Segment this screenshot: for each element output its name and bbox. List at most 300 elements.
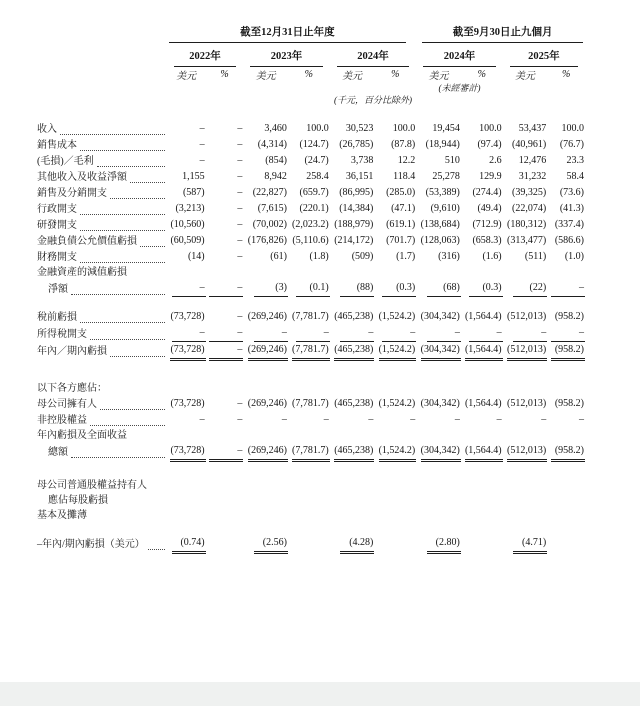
row-label: 銷售成本 (37, 140, 77, 151)
row-label-cell (37, 493, 167, 508)
value-cell (461, 297, 503, 325)
value: – (382, 325, 416, 342)
value: (304,342) (421, 342, 461, 359)
value: 100.0 (392, 123, 416, 134)
value-cell (547, 169, 585, 185)
value: (22,827) (252, 187, 287, 198)
value-cell (330, 233, 375, 249)
loss-for-the-year-period-row (37, 342, 585, 359)
value: (22,074) (512, 203, 547, 214)
fv-loss-financial-liabilities-row (37, 233, 585, 249)
value: (316) (438, 251, 460, 262)
empty-cell (167, 508, 585, 523)
value: (1.6) (482, 251, 502, 262)
value: (40,961) (512, 139, 547, 150)
value: 100.0 (561, 123, 584, 134)
value-cell (167, 325, 206, 342)
row-label-cell (37, 153, 167, 169)
value: – (237, 311, 243, 322)
dot-leader (71, 457, 165, 458)
row-label-cell (37, 106, 167, 137)
selling-distribution-expenses-row (37, 185, 585, 201)
value: – (427, 325, 461, 342)
value-cell (206, 523, 244, 552)
value-cell (288, 217, 330, 233)
value: – (410, 414, 416, 425)
value-cell (206, 185, 244, 201)
value-cell (243, 396, 288, 412)
value: (337.4) (554, 219, 584, 230)
row-label: 研發開支 (37, 220, 77, 231)
value-cell (547, 249, 585, 265)
income-statement-table-root (0, 24, 640, 552)
value-cell (243, 523, 288, 552)
value-cell (288, 297, 330, 325)
value-cell (547, 233, 585, 249)
value-cell (206, 169, 244, 185)
value: (958.2) (554, 398, 584, 409)
value-cell (288, 137, 330, 153)
empty-cell (167, 460, 585, 493)
owners-of-parent-row (37, 396, 585, 412)
value: (285.0) (386, 187, 416, 198)
value-cell (461, 523, 503, 552)
value-cell (416, 185, 461, 201)
value-cell (243, 443, 288, 460)
value: – (296, 325, 330, 342)
value-cell (416, 443, 461, 460)
value: 8,942 (264, 171, 287, 182)
dot-leader (130, 182, 165, 183)
loss-before-tax-row (37, 297, 585, 325)
value-cell (330, 297, 375, 325)
value-cell (547, 280, 585, 297)
value: 53,437 (518, 123, 547, 134)
value: – (209, 342, 243, 359)
value: (0.3) (382, 280, 416, 297)
usd-column-header: 美元 (176, 71, 197, 82)
value: (10,560) (170, 219, 205, 230)
value-cell (374, 233, 416, 249)
value-cell (461, 342, 503, 359)
value: (1,564.4) (465, 342, 503, 359)
value: 31,232 (518, 171, 547, 182)
dot-leader (80, 262, 165, 263)
value: (7,781.7) (292, 342, 330, 359)
value-cell (416, 280, 461, 297)
value: (511) (524, 251, 547, 262)
total-comprehensive-amount-row (37, 443, 585, 460)
value-cell (416, 233, 461, 249)
value-cell (167, 185, 206, 201)
value-cell (206, 325, 244, 342)
dot-leader (110, 356, 165, 357)
total-comprehensive-heading-row (37, 428, 585, 443)
row-label: –年內/期內虧損（美元） (37, 539, 145, 550)
value: – (323, 414, 329, 425)
value: (18,944) (425, 139, 460, 150)
value: (7,781.7) (292, 443, 330, 460)
value-cell (547, 325, 585, 342)
units-note: (千元，百分比除外) (333, 95, 412, 105)
revenue-row (37, 106, 585, 137)
usd-column-header: 美元 (255, 71, 276, 82)
value-cell (167, 412, 206, 428)
value: – (513, 325, 547, 342)
usd-column-header: 美元 (514, 71, 535, 82)
value-cell (547, 153, 585, 169)
value-cell (288, 153, 330, 169)
value-cell (167, 396, 206, 412)
value: – (172, 280, 206, 297)
year-label: 2022年 (174, 43, 237, 67)
value-cell (461, 233, 503, 249)
value: (512,013) (507, 398, 547, 409)
value: (86,995) (339, 187, 374, 198)
value: (14,384) (339, 203, 374, 214)
row-label: 基本及攤薄 (37, 510, 87, 521)
finance-costs-row (37, 249, 585, 265)
value: (3,213) (175, 203, 205, 214)
row-label-cell (37, 460, 167, 493)
row-label: 財務開支 (37, 252, 77, 263)
value-cell (461, 169, 503, 185)
row-label-cell (37, 396, 167, 412)
value: (188,979) (334, 219, 374, 230)
value: (76.7) (559, 139, 584, 150)
value: – (209, 443, 243, 460)
value-cell (167, 443, 206, 460)
value-cell (374, 443, 416, 460)
value: – (237, 414, 243, 425)
value: (49.4) (477, 203, 502, 214)
value-cell (288, 280, 330, 297)
value-cell (416, 412, 461, 428)
row-label: 年內虧損及全面收益 (37, 430, 127, 441)
row-label: 以下各方應佔： (37, 383, 107, 394)
value-cell (330, 201, 375, 217)
value-cell (547, 523, 585, 552)
basic-and-diluted-heading-row (37, 508, 585, 523)
value-cell (288, 185, 330, 201)
value-cell (243, 201, 288, 217)
value-cell (416, 523, 461, 552)
value-cell (374, 249, 416, 265)
value: – (199, 139, 205, 150)
value-cell (167, 201, 206, 217)
row-label: 非控股權益 (37, 415, 87, 426)
value: 1,155 (182, 171, 205, 182)
value-cell (416, 169, 461, 185)
value: (70,002) (252, 219, 287, 230)
row-label-cell (37, 359, 167, 396)
value-cell (547, 106, 585, 137)
value-cell (374, 185, 416, 201)
value-cell (374, 412, 416, 428)
value-cell (206, 342, 244, 359)
value-cell (206, 412, 244, 428)
value: (269,246) (248, 342, 288, 359)
value-cell (547, 396, 585, 412)
pct-column-header: % (561, 69, 571, 80)
value-cell (461, 106, 503, 137)
value: (1.7) (396, 251, 416, 262)
dot-leader (80, 230, 165, 231)
value-cell (243, 169, 288, 185)
value: 129.9 (479, 171, 502, 182)
value: (68) (427, 280, 461, 297)
value-cell (503, 297, 548, 325)
value-cell (288, 169, 330, 185)
value-cell (547, 297, 585, 325)
value-cell (167, 342, 206, 359)
row-label: 所得稅開支 (37, 329, 87, 340)
non-controlling-interests-row (37, 412, 585, 428)
row-label-cell (37, 428, 167, 443)
value: (958.2) (551, 342, 585, 359)
value: (2.56) (254, 535, 288, 552)
value-cell (330, 523, 375, 552)
value: 12.2 (397, 155, 416, 166)
eps-loss-per-share-row (37, 523, 585, 552)
value: – (551, 280, 585, 297)
value: (304,342) (420, 398, 460, 409)
value-cell (330, 443, 375, 460)
value-cell (243, 137, 288, 153)
value-cell (374, 201, 416, 217)
value: (7,615) (257, 203, 287, 214)
value: (138,684) (420, 219, 460, 230)
value: (97.4) (477, 139, 502, 150)
value-cell (243, 217, 288, 233)
period-group-row (37, 24, 585, 43)
row-label-cell (37, 325, 167, 342)
row-label-cell (37, 443, 167, 460)
value-cell (288, 412, 330, 428)
value-cell (461, 249, 503, 265)
value: – (209, 325, 243, 342)
value: – (237, 251, 243, 262)
value-cell (288, 106, 330, 137)
value: (124.7) (299, 139, 329, 150)
value-cell (416, 106, 461, 137)
value-cell (461, 185, 503, 201)
value-cell (461, 153, 503, 169)
page-bottom-band (0, 682, 640, 706)
value: (60,509) (170, 235, 205, 246)
row-label: 金融負債公允價值虧損 (37, 236, 137, 247)
value-cell (503, 137, 548, 153)
value: 258.4 (306, 171, 329, 182)
row-label-cell (37, 412, 167, 428)
value-cell (330, 342, 375, 359)
value-cell (330, 412, 375, 428)
value-cell (503, 443, 548, 460)
dot-leader (140, 246, 165, 247)
value: (0.1) (296, 280, 330, 297)
value: (7,781.7) (292, 398, 329, 409)
year-label: 2025年 (510, 43, 578, 67)
value: (269,246) (247, 398, 287, 409)
value: (0.3) (469, 280, 503, 297)
empty-cell (167, 359, 585, 396)
value-cell (167, 523, 206, 552)
period-group-title: 截至12月31日止年度 (169, 24, 407, 43)
value: (1.0) (564, 251, 584, 262)
value-cell (416, 201, 461, 217)
value-cell (416, 297, 461, 325)
value: (1,524.2) (379, 342, 417, 359)
row-label-cell (37, 508, 167, 523)
row-label: 稅前虧損 (37, 312, 77, 323)
value-cell (416, 217, 461, 233)
dot-leader (71, 294, 165, 295)
table-body (37, 106, 585, 552)
value-cell (374, 523, 416, 552)
value-cell (288, 233, 330, 249)
year-header-row (37, 43, 585, 67)
value: (47.1) (391, 203, 416, 214)
units-note-row (37, 94, 585, 106)
period-group-header (416, 24, 585, 43)
value-cell (461, 217, 503, 233)
row-label: 母公司普通股權益持有人 (37, 480, 147, 491)
value: (958.2) (551, 443, 585, 460)
value: (214,172) (334, 235, 374, 246)
period-group-title: 截至9月30日止九個月 (422, 24, 583, 43)
usd-column-header: 美元 (428, 71, 449, 82)
value: 19,454 (432, 123, 460, 134)
value-cell (167, 233, 206, 249)
value-cell (243, 412, 288, 428)
row-label-cell (37, 201, 167, 217)
value-cell (167, 217, 206, 233)
value-cell (503, 201, 548, 217)
year-label: 2024年 (337, 43, 410, 67)
dot-leader (80, 322, 165, 323)
row-label-cell (37, 233, 167, 249)
value-cell (416, 249, 461, 265)
impairment-loss-net-row (37, 280, 585, 297)
value-cell (288, 325, 330, 342)
value: (313,477) (507, 235, 547, 246)
value-cell (206, 137, 244, 153)
value-cell (167, 169, 206, 185)
value-cell (243, 249, 288, 265)
value-cell (288, 201, 330, 217)
row-label: 金融資產的減值虧損 (37, 267, 127, 278)
value-cell (503, 185, 548, 201)
value: (73,728) (170, 342, 205, 359)
value: (701.7) (386, 235, 416, 246)
value: (659.7) (299, 187, 329, 198)
table-header (37, 24, 585, 106)
value: (4.71) (513, 535, 547, 552)
value-cell (167, 137, 206, 153)
value-cell (374, 137, 416, 153)
value: (53,389) (425, 187, 460, 198)
value: (9,610) (430, 203, 460, 214)
value: (39,325) (512, 187, 547, 198)
value: – (340, 325, 374, 342)
value-cell (243, 233, 288, 249)
pct-column-header: % (304, 69, 313, 80)
value: (304,342) (421, 443, 461, 460)
row-label: (毛損)／毛利 (37, 156, 94, 167)
value: (274.4) (472, 187, 502, 198)
value: (509) (351, 251, 374, 262)
value: – (172, 325, 206, 342)
value: (1,564.4) (464, 311, 502, 322)
value-cell (461, 443, 503, 460)
value-cell (503, 396, 548, 412)
row-label: 總額 (48, 447, 68, 458)
value: – (454, 414, 460, 425)
value: (854) (265, 155, 287, 166)
rd-expenses-row (37, 217, 585, 233)
value: 2.6 (489, 155, 502, 166)
value: – (281, 414, 287, 425)
value: 30,523 (345, 123, 374, 134)
value-cell (461, 325, 503, 342)
usd-column-header: 美元 (342, 71, 363, 82)
value: (4.28) (340, 535, 374, 552)
row-label: 淨額 (48, 284, 68, 295)
value: – (368, 414, 374, 425)
value: – (469, 325, 503, 342)
row-label-cell (37, 217, 167, 233)
year-label: 2024年 (423, 43, 495, 67)
empty-cell (167, 265, 585, 280)
value: (61) (270, 251, 287, 262)
value: (465,238) (334, 342, 374, 359)
dot-leader (80, 214, 165, 215)
value: (465,238) (334, 398, 374, 409)
value-cell (330, 153, 375, 169)
value: (4,314) (257, 139, 287, 150)
value: (24.7) (304, 155, 329, 166)
value: – (237, 219, 243, 230)
value: 118.4 (393, 171, 416, 182)
row-label-cell (37, 185, 167, 201)
value-cell (330, 325, 375, 342)
value: (26,785) (339, 139, 374, 150)
value-cell (243, 106, 288, 137)
value: – (496, 414, 502, 425)
other-income-net-row (37, 169, 585, 185)
value: 25,278 (432, 171, 460, 182)
value: – (237, 155, 243, 166)
value: (7,781.7) (292, 311, 329, 322)
value: (269,246) (248, 443, 288, 460)
value: (586.6) (554, 235, 584, 246)
value-cell (167, 153, 206, 169)
value-cell (503, 342, 548, 359)
gross-profit-loss-row (37, 153, 585, 169)
value-cell (206, 233, 244, 249)
value: – (237, 123, 243, 134)
value-cell (503, 106, 548, 137)
value: (712.9) (472, 219, 502, 230)
value: 23.3 (566, 155, 584, 166)
value: (2,023.2) (292, 219, 329, 230)
value: (1.8) (309, 251, 329, 262)
year-header (330, 43, 417, 67)
value: (220.1) (299, 203, 329, 214)
period-group-header (167, 24, 417, 43)
value-cell (374, 297, 416, 325)
value-cell (243, 153, 288, 169)
